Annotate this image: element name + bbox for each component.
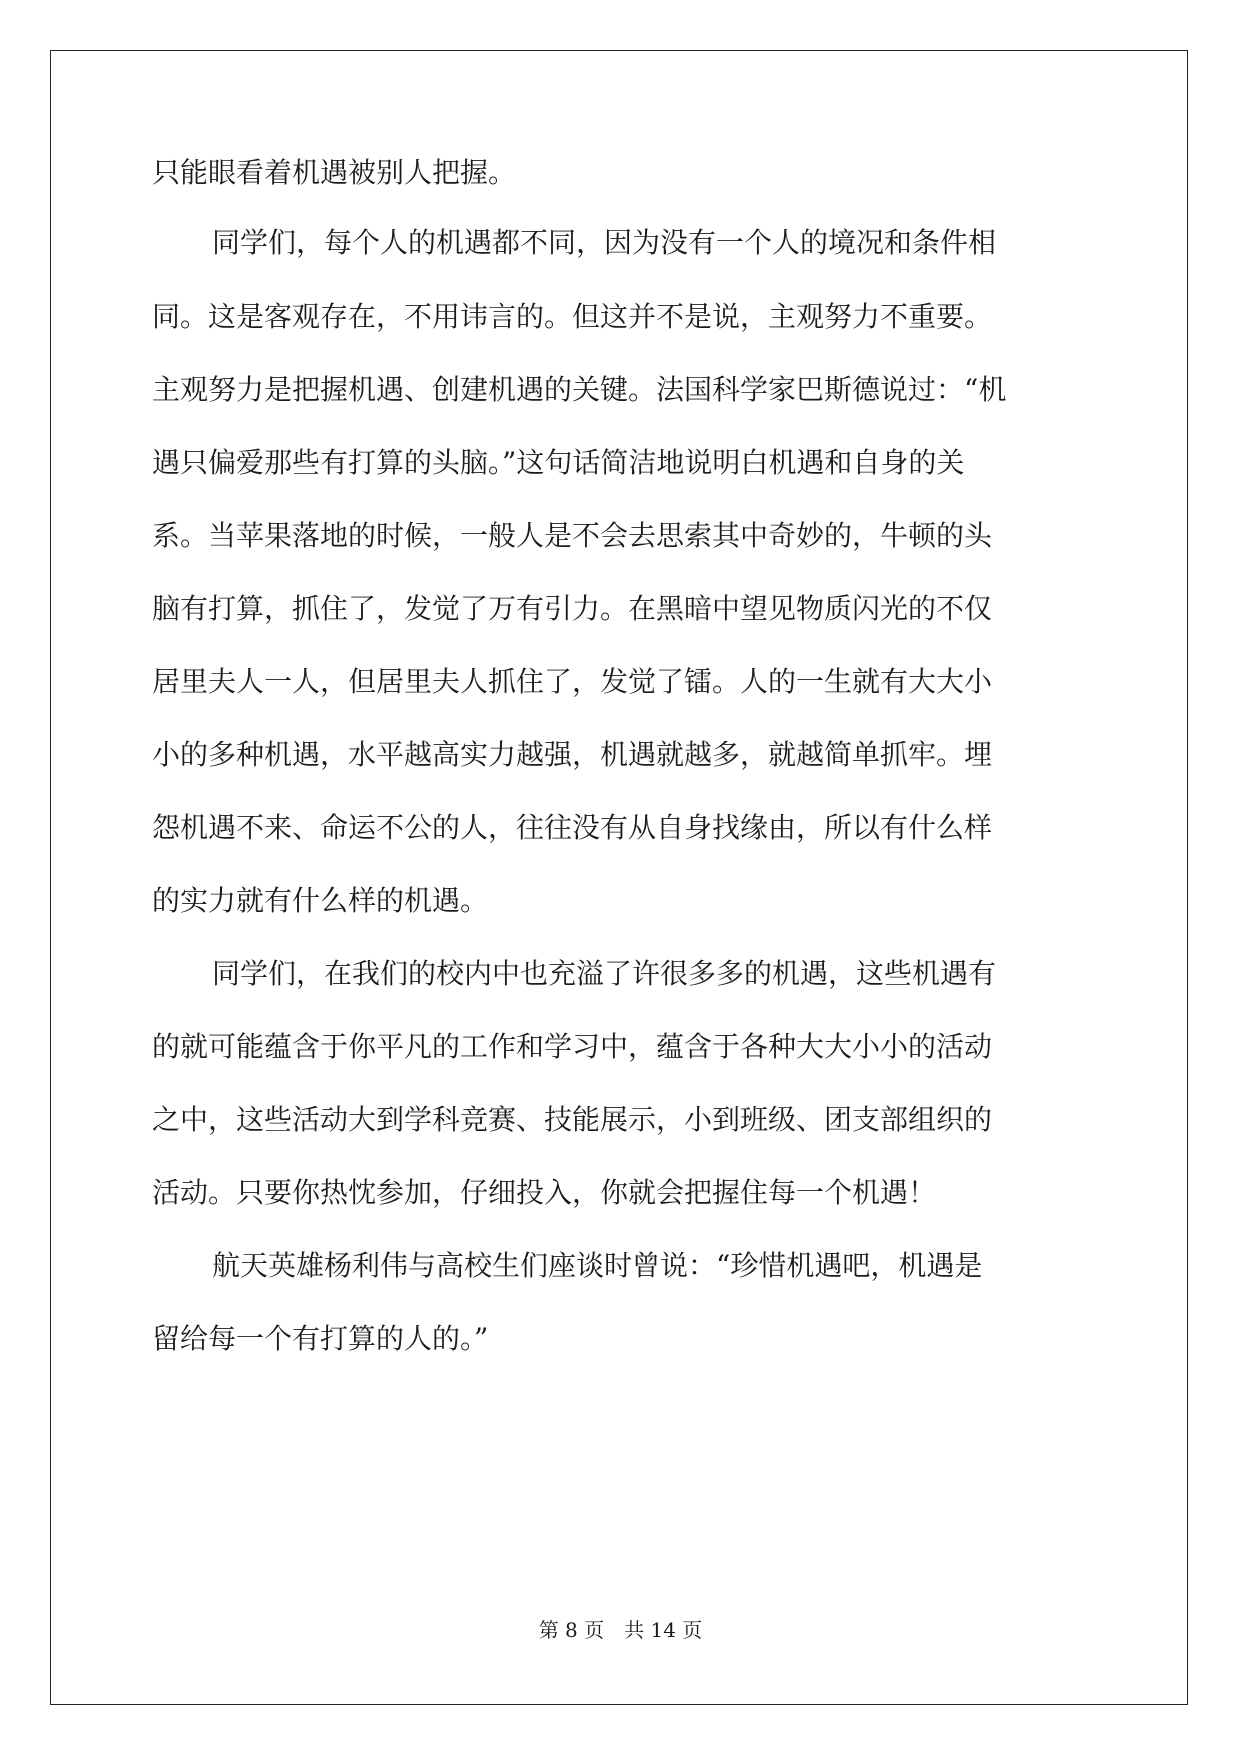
text-line-5: 遇只偏爱那些有打算的头脑。”这句话简洁地说明白机遇和自身的关 bbox=[152, 446, 965, 479]
text-line-12: 同学们，在我们的校内中也充溢了许很多多的机遇，这些机遇有 bbox=[212, 957, 997, 990]
text-line-16: 航天英雄杨利伟与高校生们座谈时曾说：“珍惜机遇吧，机遇是 bbox=[212, 1249, 983, 1282]
text-line-10: 怨机遇不来、命运不公的人，往往没有从自身找缘由，所以有什么样 bbox=[152, 811, 993, 844]
text-line-17: 留给每一个有打算的人的。” bbox=[152, 1322, 489, 1355]
page-number-footer: 第 8 页 共 14 页 bbox=[538, 1618, 703, 1642]
text-line-11: 的实力就有什么样的机遇。 bbox=[152, 884, 489, 917]
text-line-3: 同。这是客观存在，不用讳言的。但这并不是说，主观努力不重要。 bbox=[152, 300, 993, 333]
text-line-15: 活动。只要你热忱参加，仔细投入，你就会把握住每一个机遇！ bbox=[152, 1176, 937, 1209]
text-line-4: 主观努力是把握机遇、创建机遇的关键。法国科学家巴斯德说过：“机 bbox=[152, 373, 1007, 406]
text-line-6: 系。当苹果落地的时候，一般人是不会去思索其中奇妙的，牛顿的头 bbox=[152, 519, 993, 552]
text-line-2: 同学们，每个人的机遇都不同，因为没有一个人的境况和条件相 bbox=[212, 226, 997, 259]
text-line-9: 小的多种机遇，水平越高实力越强，机遇就越多，就越简单抓牢。埋 bbox=[152, 738, 993, 771]
text-line-14: 之中，这些活动大到学科竞赛、技能展示，小到班级、团支部组织的 bbox=[152, 1103, 993, 1136]
text-line-7: 脑有打算，抓住了，发觉了万有引力。在黑暗中望见物质闪光的不仅 bbox=[152, 592, 993, 625]
text-line-13: 的就可能蕴含于你平凡的工作和学习中，蕴含于各种大大小小的活动 bbox=[152, 1030, 993, 1063]
text-line-1: 只能眼看着机遇被别人把握。 bbox=[152, 156, 517, 189]
text-line-8: 居里夫人一人，但居里夫人抓住了，发觉了镭。人的一生就有大大小 bbox=[152, 665, 993, 698]
